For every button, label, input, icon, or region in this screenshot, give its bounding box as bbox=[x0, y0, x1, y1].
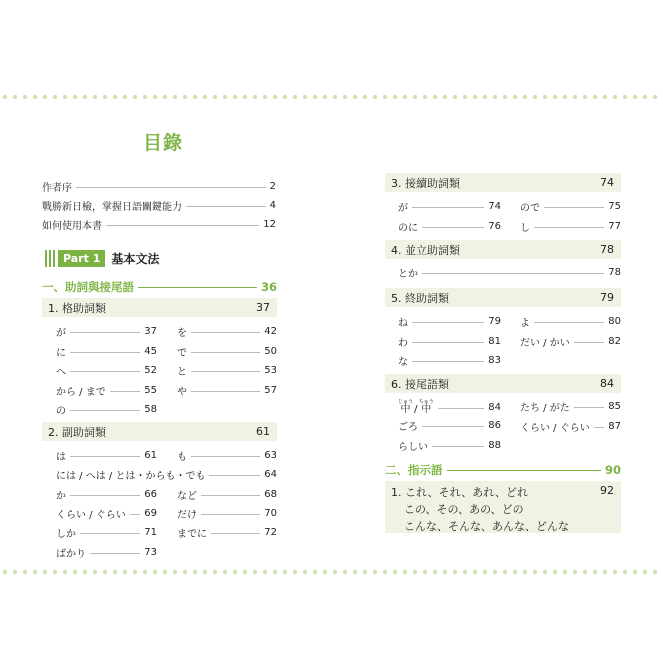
entry-label: しか bbox=[56, 529, 76, 541]
section-rule bbox=[138, 287, 257, 288]
toc-entry[interactable] bbox=[56, 363, 157, 378]
section-label: 二、指示語 bbox=[385, 463, 443, 477]
group-label-line3: こんな、そんな、あんな、どんな bbox=[404, 520, 569, 533]
group-page: 92 bbox=[600, 484, 614, 497]
entry-page: 88 bbox=[488, 439, 501, 451]
leader-line bbox=[201, 514, 260, 515]
entry-page: 73 bbox=[144, 546, 157, 558]
toc-entry[interactable] bbox=[177, 324, 277, 339]
entry-label: ので bbox=[520, 203, 540, 214]
entry-label: ね bbox=[398, 318, 408, 329]
leader-line bbox=[191, 391, 260, 392]
entry-page: 87 bbox=[608, 420, 621, 432]
toc-entry[interactable] bbox=[398, 265, 621, 280]
entry-page: 78 bbox=[608, 267, 621, 278]
entry-label: 如何使用本書 bbox=[42, 221, 102, 232]
entry-page: 55 bbox=[144, 384, 157, 396]
group-heading[interactable] bbox=[385, 374, 621, 393]
entry-page: 75 bbox=[608, 201, 621, 212]
section-page: 36 bbox=[260, 280, 277, 294]
toc-entry[interactable] bbox=[177, 487, 277, 502]
leader-line bbox=[70, 410, 140, 411]
entry-page: 63 bbox=[264, 450, 277, 461]
toc-entry[interactable] bbox=[177, 344, 277, 359]
entry-label: で bbox=[177, 347, 187, 359]
group-label: 4. 並立助詞類 bbox=[391, 243, 460, 257]
entry-page: 77 bbox=[608, 220, 621, 232]
leader-line bbox=[191, 371, 260, 372]
entry-page: 53 bbox=[264, 365, 277, 376]
entry-page: 82 bbox=[608, 335, 621, 347]
entry-page: 69 bbox=[144, 507, 157, 519]
entry-page: 45 bbox=[144, 345, 157, 357]
leader-line bbox=[90, 553, 140, 554]
group-page: 37 bbox=[256, 301, 270, 314]
entry-label: が bbox=[398, 203, 408, 214]
leader-line bbox=[412, 322, 484, 323]
entry-label: には / へは / とは・からも・でも bbox=[56, 471, 206, 483]
entry-page: 79 bbox=[488, 316, 501, 327]
section-heading[interactable] bbox=[42, 279, 277, 295]
group-label: 2. 副助詞類 bbox=[48, 425, 106, 439]
entry-page: 64 bbox=[264, 469, 277, 481]
group-label: 3. 接續助詞類 bbox=[391, 176, 460, 190]
entry-page: 83 bbox=[488, 355, 501, 366]
entry-page: 50 bbox=[264, 345, 277, 357]
leader-line bbox=[191, 332, 260, 333]
leader-line bbox=[110, 391, 141, 392]
toc-entry[interactable] bbox=[177, 506, 277, 521]
entry-page: 52 bbox=[144, 365, 157, 376]
entry-page: 37 bbox=[144, 326, 157, 337]
leader-line bbox=[201, 495, 260, 496]
entry-label: とか bbox=[398, 269, 418, 280]
bottom-dotted-border bbox=[0, 568, 663, 576]
part-stripes bbox=[45, 250, 55, 267]
entry-page: 4 bbox=[269, 200, 276, 211]
toc-entry[interactable] bbox=[520, 399, 621, 414]
toc-entry[interactable] bbox=[56, 402, 157, 417]
leader-line bbox=[412, 361, 484, 362]
toc-entry[interactable] bbox=[42, 198, 276, 213]
entry-label: よ bbox=[520, 318, 530, 329]
leader-line bbox=[574, 342, 605, 343]
entry-label: までに bbox=[177, 529, 207, 540]
page-title: 目錄 bbox=[143, 132, 184, 154]
leader-line bbox=[544, 207, 604, 208]
entry-page: 86 bbox=[488, 420, 501, 431]
entry-label: くらい / ぐらい bbox=[520, 422, 590, 434]
entry-page: 72 bbox=[264, 527, 277, 538]
entry-page: 80 bbox=[608, 316, 621, 327]
entry-label: らしい bbox=[398, 441, 428, 453]
entry-page: 70 bbox=[264, 508, 277, 519]
group-heading[interactable] bbox=[385, 288, 621, 307]
part-heading bbox=[45, 250, 159, 267]
entry-page: 61 bbox=[144, 450, 157, 461]
entry-label: だい / かい bbox=[520, 337, 570, 349]
entry-label: わ bbox=[398, 337, 408, 349]
part-tag: Part 1 bbox=[58, 250, 105, 267]
leader-line bbox=[80, 533, 140, 534]
entry-label: ごろ bbox=[398, 422, 418, 433]
entry-label: 中じゅう / 中ちゅう bbox=[398, 399, 434, 415]
group-label-line1: 1. これ、それ、あれ、どれ bbox=[391, 486, 528, 499]
toc-entry[interactable] bbox=[56, 487, 157, 502]
entry-label: 戰勝新日檢，掌握日語關鍵能力 bbox=[42, 202, 182, 213]
entry-page: 42 bbox=[264, 326, 277, 337]
leader-line bbox=[70, 352, 140, 353]
leader-line bbox=[211, 533, 260, 534]
section-heading[interactable] bbox=[385, 462, 621, 478]
entry-label: は bbox=[56, 452, 66, 463]
entry-label: を bbox=[177, 328, 187, 339]
group-page: 74 bbox=[600, 176, 614, 189]
leader-line bbox=[422, 273, 604, 274]
toc-entry[interactable] bbox=[56, 383, 157, 398]
group-label: 6. 接尾語類 bbox=[391, 377, 449, 391]
toc-entry[interactable] bbox=[398, 199, 501, 214]
group-page: 61 bbox=[256, 425, 270, 438]
toc-entry[interactable] bbox=[398, 334, 501, 349]
leader-line bbox=[76, 187, 266, 188]
entry-label: も bbox=[177, 452, 187, 463]
group-heading-multiline[interactable] bbox=[385, 481, 621, 533]
toc-entry[interactable] bbox=[520, 219, 621, 234]
entry-page: 76 bbox=[488, 220, 501, 232]
entry-page: 57 bbox=[264, 384, 277, 396]
toc-entry[interactable] bbox=[42, 179, 276, 194]
leader-line bbox=[186, 206, 266, 207]
group-page: 78 bbox=[600, 243, 614, 256]
toc-entry[interactable] bbox=[42, 217, 276, 232]
section-rule bbox=[447, 470, 601, 471]
entry-label: の bbox=[56, 406, 66, 417]
leader-line bbox=[70, 456, 140, 457]
entry-label: へ bbox=[56, 367, 66, 378]
entry-label: ばかり bbox=[56, 548, 86, 560]
leader-line bbox=[106, 225, 259, 226]
section-page: 90 bbox=[604, 463, 621, 477]
group-heading[interactable] bbox=[42, 298, 277, 317]
leader-line bbox=[432, 446, 484, 447]
section-label: 一、助詞與接尾語 bbox=[42, 280, 134, 294]
leader-line bbox=[574, 407, 605, 408]
toc-entry[interactable] bbox=[398, 399, 501, 415]
group-page: 79 bbox=[600, 291, 614, 304]
entry-page: 71 bbox=[144, 527, 157, 539]
entry-label: と bbox=[177, 367, 187, 378]
entry-label: や bbox=[177, 386, 187, 398]
entry-page: 74 bbox=[488, 201, 501, 212]
group-label: 1. 格助詞類 bbox=[48, 301, 106, 315]
toc-entry[interactable] bbox=[56, 467, 277, 482]
leader-line bbox=[70, 332, 140, 333]
leader-line bbox=[209, 475, 260, 476]
entry-label: のに bbox=[398, 222, 418, 234]
toc-entry[interactable] bbox=[56, 506, 157, 521]
ruby-word: 中ちゅう bbox=[418, 399, 434, 415]
toc-entry[interactable] bbox=[56, 545, 157, 560]
leader-line bbox=[594, 427, 605, 428]
entry-label: か bbox=[56, 490, 66, 502]
entry-label: たち / がた bbox=[520, 403, 570, 414]
toc-entry[interactable] bbox=[520, 334, 621, 349]
leader-line bbox=[412, 207, 484, 208]
toc-entry[interactable] bbox=[398, 353, 501, 368]
entry-label: から / まで bbox=[56, 386, 106, 398]
group-label-line2: この、その、あの、どの bbox=[404, 503, 524, 516]
leader-line bbox=[70, 371, 140, 372]
toc-entry[interactable] bbox=[520, 419, 621, 434]
entry-page: 58 bbox=[144, 404, 157, 415]
toc-entry[interactable] bbox=[398, 219, 501, 234]
entry-label: くらい / ぐらい bbox=[56, 509, 126, 521]
toc-entry[interactable] bbox=[177, 383, 277, 398]
toc-entry[interactable] bbox=[520, 314, 621, 329]
group-heading[interactable] bbox=[385, 173, 621, 192]
top-dotted-border bbox=[0, 93, 663, 101]
entry-label: など bbox=[177, 491, 197, 502]
toc-entry[interactable] bbox=[177, 363, 277, 378]
entry-label: な bbox=[398, 357, 408, 368]
toc-entry[interactable] bbox=[398, 314, 501, 329]
ruby-word: 中じゅう bbox=[398, 399, 414, 415]
toc-entry[interactable] bbox=[56, 448, 157, 463]
leader-line bbox=[438, 408, 485, 409]
part-name: 基本文法 bbox=[111, 252, 160, 266]
entry-label: だけ bbox=[177, 510, 197, 521]
toc-entry[interactable] bbox=[398, 438, 501, 453]
entry-page: 12 bbox=[263, 219, 276, 230]
leader-line bbox=[191, 456, 260, 457]
entry-label: に bbox=[56, 347, 66, 359]
leader-line bbox=[130, 514, 141, 515]
leader-line bbox=[534, 322, 604, 323]
toc-entry[interactable] bbox=[398, 418, 501, 433]
entry-page: 84 bbox=[488, 401, 501, 413]
entry-label: 作者序 bbox=[42, 183, 72, 194]
toc-entry[interactable] bbox=[56, 525, 157, 540]
leader-line bbox=[412, 342, 484, 343]
entry-page: 81 bbox=[488, 335, 501, 347]
toc-entry[interactable] bbox=[56, 344, 157, 359]
group-label: 5. 終助詞類 bbox=[391, 291, 449, 305]
toc-entry[interactable] bbox=[177, 448, 277, 463]
entry-label: し bbox=[520, 222, 530, 234]
leader-line bbox=[422, 227, 484, 228]
entry-page: 68 bbox=[264, 489, 277, 500]
group-heading[interactable] bbox=[385, 240, 621, 259]
entry-page: 85 bbox=[608, 401, 621, 412]
entry-page: 2 bbox=[269, 181, 276, 192]
leader-line bbox=[191, 352, 260, 353]
group-page: 84 bbox=[600, 377, 614, 390]
group-heading[interactable] bbox=[42, 422, 277, 441]
toc-entry[interactable] bbox=[56, 324, 157, 339]
leader-line bbox=[422, 426, 484, 427]
entry-label: が bbox=[56, 328, 66, 339]
entry-page: 66 bbox=[144, 488, 157, 500]
toc-entry[interactable] bbox=[520, 199, 621, 214]
toc-entry[interactable] bbox=[177, 525, 277, 540]
leader-line bbox=[70, 495, 140, 496]
leader-line bbox=[534, 227, 604, 228]
